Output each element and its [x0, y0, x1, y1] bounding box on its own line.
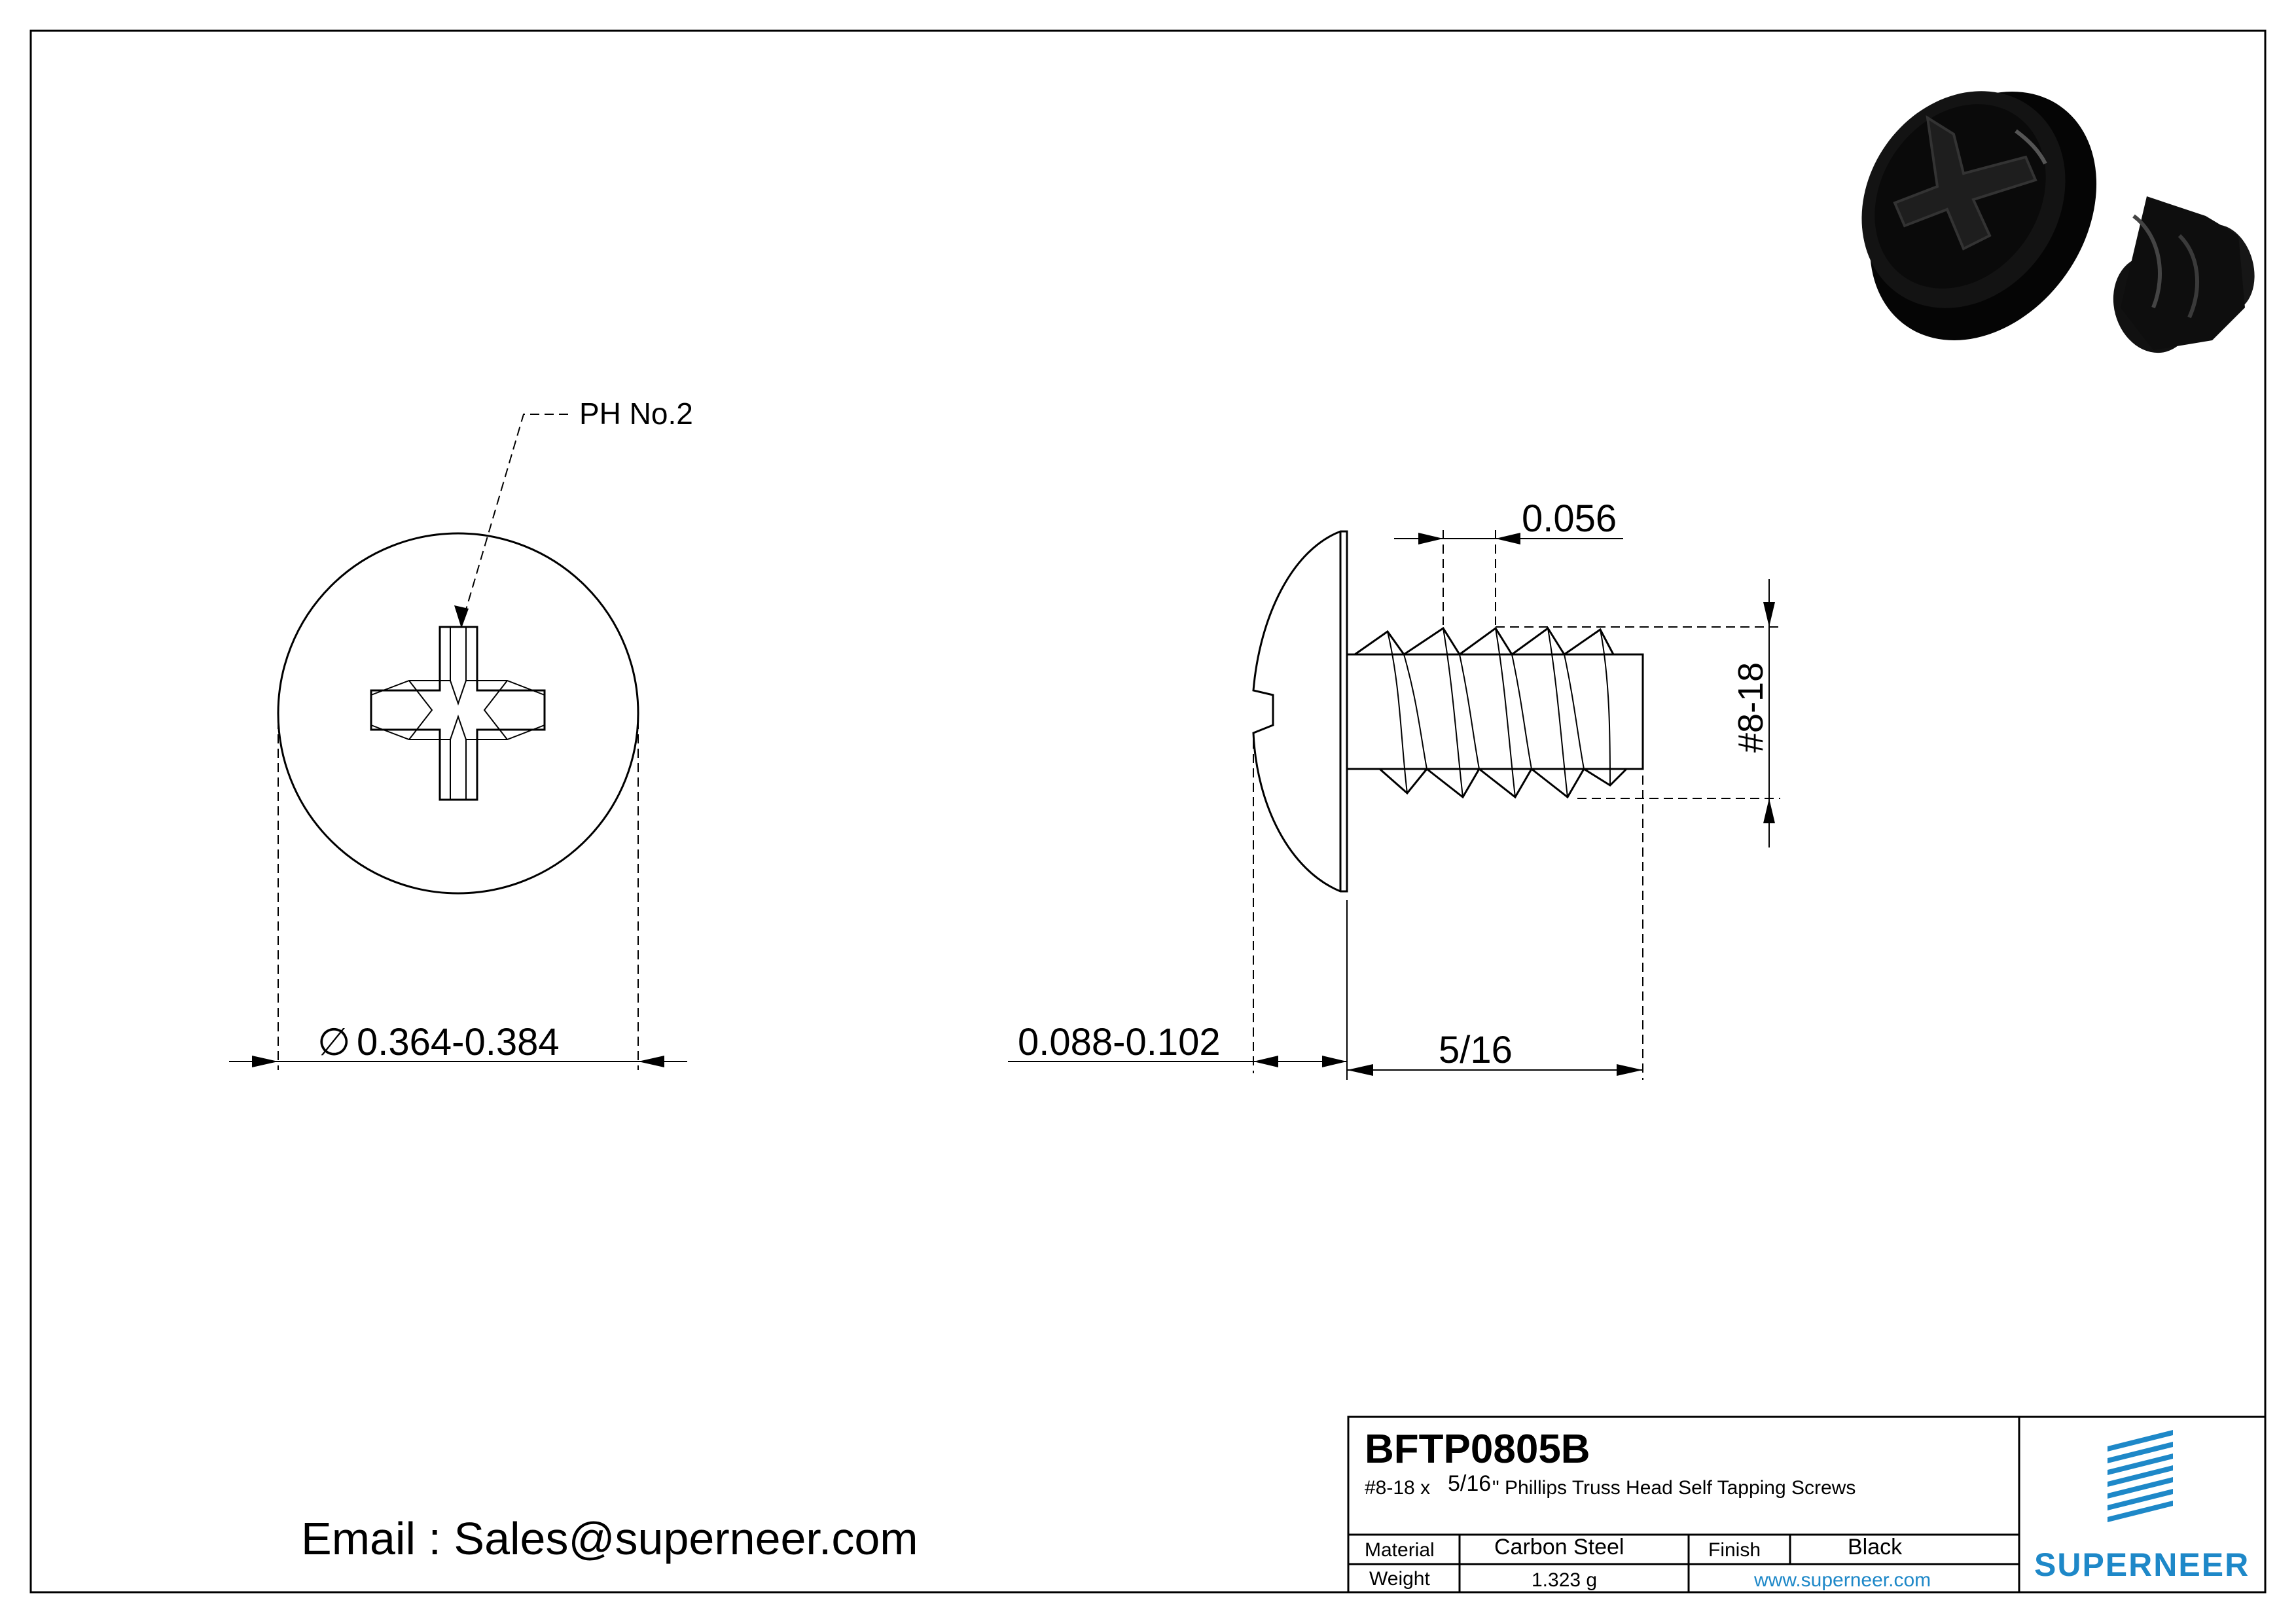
weight-value: 1.323 g — [1532, 1569, 1598, 1591]
pitch-value: 0.056 — [1522, 497, 1617, 540]
side-view — [1253, 531, 1643, 891]
description-size: #8-18 x — [1365, 1477, 1431, 1499]
finish-value: Black — [1848, 1535, 1903, 1560]
top-view — [278, 533, 638, 893]
height-arrow-left — [1253, 1056, 1278, 1067]
material-label: Material — [1365, 1539, 1435, 1561]
leader-arrowhead — [454, 605, 469, 628]
head-diameter-dimension — [229, 720, 687, 1070]
phillips-recess-icon — [371, 627, 545, 800]
head-outline — [278, 533, 638, 893]
material-value: Carbon Steel — [1494, 1535, 1624, 1560]
description-length: 5/16 — [1448, 1471, 1492, 1496]
shank — [1347, 654, 1643, 769]
screw-render-image — [1820, 48, 2264, 384]
head-height-value: 0.088-0.102 — [1018, 1021, 1221, 1063]
website-link[interactable]: www.superneer.com — [1754, 1569, 1931, 1591]
drive-leader — [461, 414, 568, 625]
description-text: " Phillips Truss Head Self Tapping Screws — [1492, 1477, 1856, 1499]
dim-arrow-left — [252, 1056, 278, 1067]
weight-label: Weight — [1369, 1568, 1430, 1590]
size-arrow-top — [1763, 602, 1775, 627]
size-arrow-bottom — [1763, 798, 1775, 823]
drive-label: PH No.2 — [579, 397, 693, 431]
head-diameter-value: 0.364-0.384 — [357, 1021, 560, 1063]
truss-head — [1253, 531, 1347, 891]
brand-name: SUPERNEER — [2034, 1546, 2250, 1583]
dim-arrow-right — [638, 1056, 664, 1067]
length-arrow-left — [1347, 1064, 1373, 1076]
finish-label: Finish — [1708, 1539, 1761, 1561]
superneer-logo-icon — [2108, 1430, 2173, 1522]
pitch-dimension — [1394, 530, 1623, 625]
length-value: 5/16 — [1439, 1029, 1513, 1071]
email-line: Email : Sales@superneer.com — [301, 1513, 918, 1564]
diameter-symbol: ∅ — [317, 1021, 351, 1063]
thread-size-value: #8-18 — [1731, 662, 1770, 753]
pitch-arrow-right — [1496, 533, 1520, 544]
height-arrow-right — [1322, 1056, 1347, 1067]
part-number: BFTP0805B — [1365, 1427, 1590, 1472]
pitch-arrow-left — [1418, 533, 1443, 544]
length-arrow-right — [1617, 1064, 1643, 1076]
recess-inner — [371, 627, 545, 800]
